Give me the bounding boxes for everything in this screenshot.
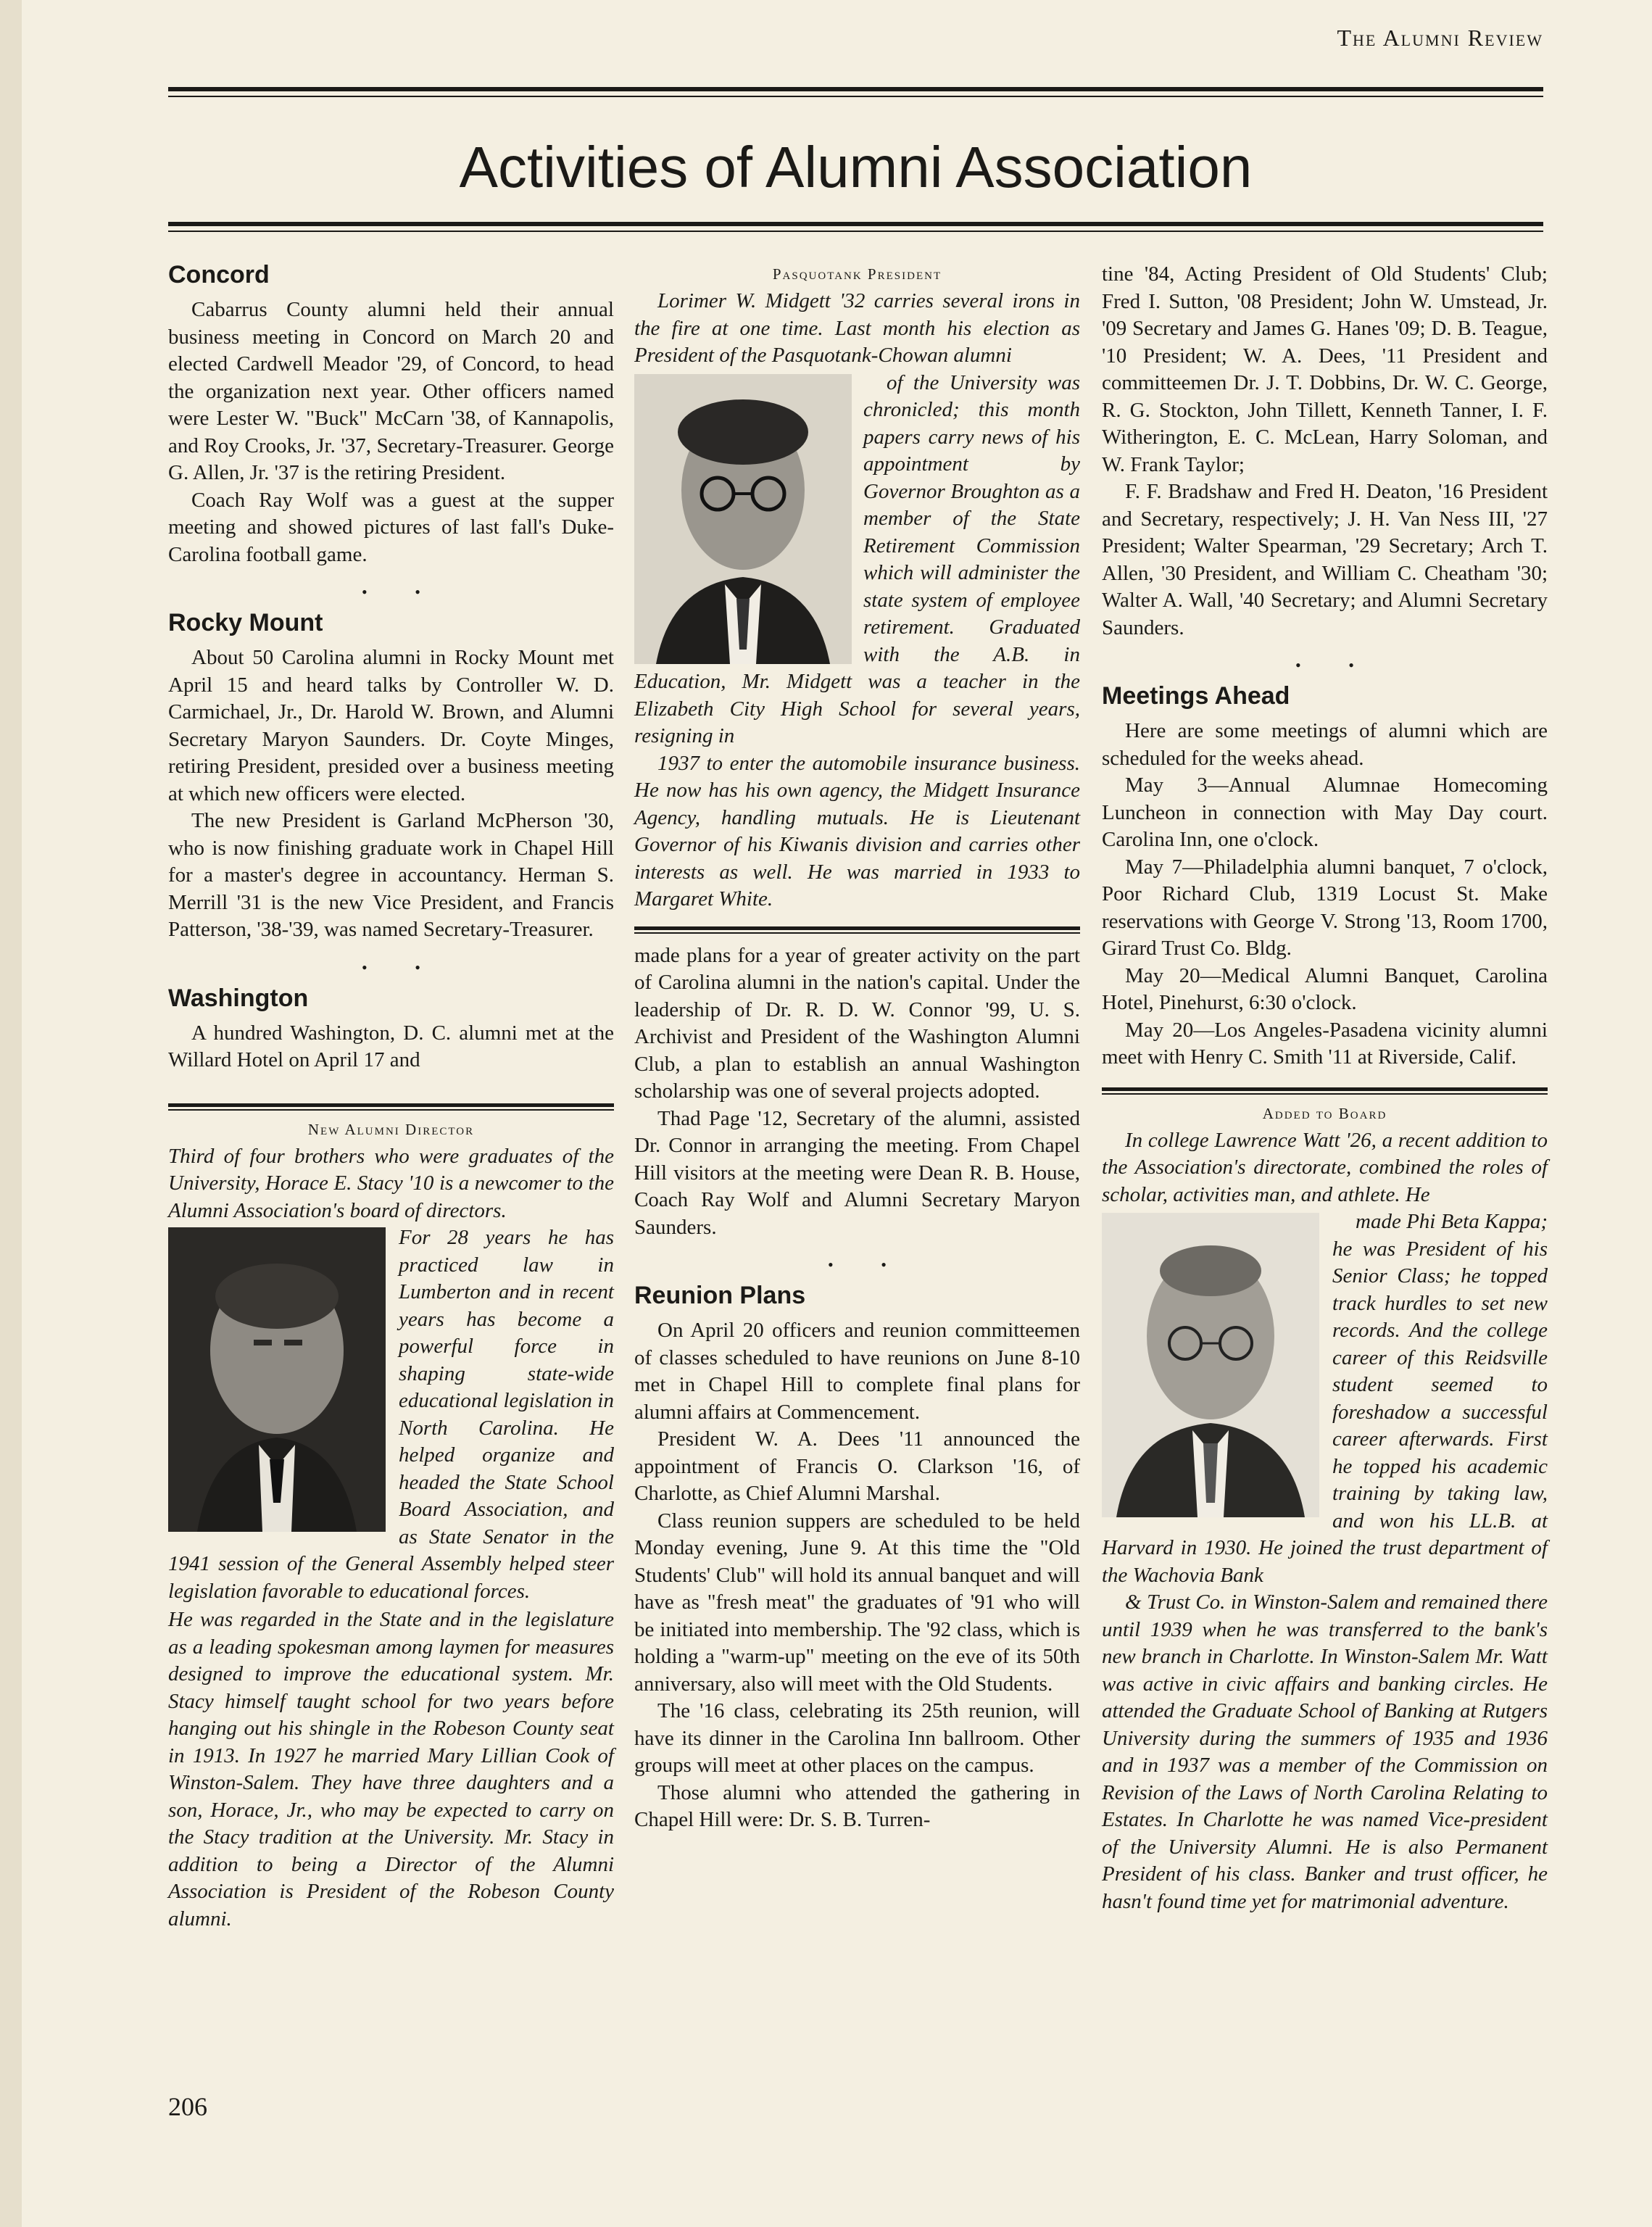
paragraph: The '16 class, celebrating its 25th reunion, will have its dinner in the Carolina Inn ballroom. Other groups will meet at other places on the campus.: [634, 1699, 1080, 1777]
box-rule: [634, 926, 1080, 930]
header-rule-bottom: [168, 222, 1543, 226]
paragraph: On April 20 officers and reunion committeemen of classes scheduled to have reunions on June 8-10 met in Chapel Hill to complete final plans for alumni affairs at Commencement.: [634, 1319, 1080, 1424]
box-rule: [168, 1103, 614, 1107]
paragraph: May 20—Los Angeles-Pasadena vicinity alumni meet with Henry C. Smith '11 at Riverside, Calif.: [1102, 1018, 1548, 1069]
paragraph: A hundred Washington, D. C. alumni met at the Willard Hotel on April 17 and: [168, 1021, 614, 1071]
section-heading-meetings-ahead: Meetings Ahead: [1102, 682, 1290, 710]
box-rule-thin: [168, 1109, 614, 1111]
caption-heading-pasquotank-president: Pasquotank President: [772, 265, 942, 283]
column-left: [168, 261, 614, 1933]
portrait-photo-stacy: [168, 1227, 386, 1532]
paragraph: tine '84, Acting President of Old Students' Club; Fred I. Sutton, '08 President; John W. Umstead, Jr. '09 Secretary and James G. Hanes '09; D. B. Teague, '10 President; W. A. Dees, '11 President and committeemen Dr. J. T. Dobbins, Dr. W. C. George, R. G. Stockton, John Tillett, Kenneth Tanner, I. F. Witherington, E. C. McLean, Harry Soloman, and W. Frank Taylor;: [1102, 262, 1548, 476]
paragraph: About 50 Carolina alumni in Rocky Mount met April 15 and heard talks by Controller W. D. Carmichael, Jr., Dr. Harold W. Brown, and Alumni Secretary Maryon Saunders. Dr. Coyte Minges, retiring President, presided over a business meeting at which new officers were elected.: [168, 646, 614, 805]
paragraph: F. F. Bradshaw and Fred H. Deaton, '16 President and Secretary, respectively; J. H. Van Ness III, '27 President; Walter Spearman, '29 Secretary; Arch T. Allen, '30 President, and William C. Cheatham '30; Walter A. Wall, '40 Secretary; and Alumni Secretary Saunders.: [1102, 480, 1548, 639]
paragraph: made plans for a year of greater activity on the part of Carolina alumni in the nation's capital. Under the leadership of Dr. R. D. W. Connor '99, U. S. Archivist and President of the Washington Alumni Club, a plan to establish an annual Washington scholarship was one of several projects adopted.: [634, 943, 1080, 1103]
section-divider-dots: • •: [362, 583, 442, 601]
column-middle: [634, 261, 1080, 1834]
photo-caption-side: of the University was chronicled; this month papers carry news of his appointment by Governor Broughton as a member of the State Retirement Commission which will administer the state system of employee retirement. Graduated with the A.B. in Education, Mr. Midgett was a teacher in the Elizabeth City High School for several years, resigning in: [634, 370, 1080, 747]
paragraph: The new President is Garland McPherson '30, who is now finishing graduate work in Chapel Hill for a master's degree in accountancy. Herman S. Merrill '31 is the new Vice President, and Francis Patterson, '38-'39, was named Secretary-Treasurer.: [168, 809, 614, 941]
photo-caption-lead: In college Lawrence Watt '26, a recent addition to the Association's directorate, combined the roles of scholar, activities man, and athlete. He: [1102, 1128, 1548, 1206]
paragraph: May 20—Medical Alumni Banquet, Carolina Hotel, Pinehurst, 6:30 o'clock.: [1102, 963, 1548, 1014]
paragraph: Here are some meetings of alumni which are scheduled for the weeks ahead.: [1102, 719, 1548, 770]
photo-caption-lead: Lorimer W. Midgett '32 carries several irons in the fire at one time. Last month his election as President of the Pasquotank-Chowan alumni: [634, 289, 1080, 367]
box-rule: [1102, 1087, 1548, 1091]
paragraph: May 7—Philadelphia alumni banquet, 7 o'clock, Poor Richard Club, 1319 Locust St. Make reservations with George V. Strong '13, Room 1700, Girard Trust Co. Bldg.: [1102, 855, 1548, 960]
page-binding-edge: [0, 0, 22, 2227]
section-divider-dots: • •: [1295, 656, 1376, 674]
section-divider-dots: • •: [362, 958, 442, 976]
portrait-photo-midgett: [634, 374, 852, 664]
section-heading-rocky-mount: Rocky Mount: [168, 609, 323, 636]
photo-caption-side: For 28 years he has practiced law in Lumberton and in recent years has become a powerful force in shaping state-wide educational legislation in North Carolina. He helped organize and headed the State School Board Association, and as State Senator in the 1941 session of the General Assembly helped steer legislation favorable to educational forces.: [168, 1226, 614, 1603]
column-right: [1102, 261, 1548, 1915]
paragraph: Class reunion suppers are scheduled to be held Monday evening, June 9. At this time the "Old Students' Club" will hold its annual banquet and will have as "fresh meat" the graduates of '91 who will be initiated into membership. The '92 class, which is holding a "warm-up" meeting on the eve of its 50th anniversary, also will meet with the Old Students.: [634, 1509, 1080, 1696]
photo-caption-rest: He was regarded in the State and in the legislature as a leading spokesman among laymen for measures designed to improve the educational system. Mr. Stacy himself taught school for two years before hanging out his shingle in the Robeson County seat in 1913. In 1927 he married Mary Lillian Cook of Winston-Salem. They have three daughters and a son, Horace, Jr., who may be expected to carry on the Stacy tradition at the University. Mr. Stacy in addition to being a Director of the Alumni Association is President of the Robeson County alumni.: [168, 1608, 614, 1931]
section-heading-reunion-plans: Reunion Plans: [634, 1282, 806, 1309]
running-head: The Alumni Review: [1337, 25, 1543, 51]
photo-caption-rest: 1937 to enter the automobile insurance business. He now has his own agency, the Midgett Insurance Agency, handling mutuals. He is Lieutenant Governor of his Kiwanis division and carries other interests as well. He was married in 1933 to Margaret White.: [634, 751, 1080, 911]
section-heading-concord: Concord: [168, 261, 270, 289]
paragraph: President W. A. Dees '11 announced the appointment of Francis O. Clarkson '16, of Charlotte, as Chief Alumni Marshal.: [634, 1427, 1080, 1505]
photo-caption-rest: & Trust Co. in Winston-Salem and remained there until 1939 when he was transferred to the bank's new branch in Charlotte. In Winston-Salem Mr. Watt was active in civic affairs and banking circles. He attended the Graduate School of Banking at Rutgers University during the summers of 1935 and 1936 and in 1937 was a member of the Commission on Revision of the Laws of North Carolina Relating to Estates. In Charlotte he was named Vice-president of the University Alumni. He is also Permanent President of his class. Banker and trust officer, he hasn't found time yet for matrimonial adventure.: [1102, 1591, 1548, 1913]
portrait-photo-watt: [1102, 1213, 1319, 1517]
photo-caption-lead: Third of four brothers who were graduates of the University, Horace E. Stacy '10 is a newcomer to the Alumni Association's board of directors.: [168, 1144, 614, 1222]
section-heading-washington: Washington: [168, 984, 309, 1012]
caption-heading-added-to-board: Added to Board: [1262, 1104, 1387, 1122]
header-rule-bottom-thin: [168, 231, 1543, 232]
paragraph: May 3—Annual Alumnae Homecoming Luncheon in connection with May Day court. Carolina Inn, one o'clock.: [1102, 774, 1548, 851]
section-divider-dots: • •: [828, 1256, 908, 1274]
paragraph: Those alumni who attended the gathering in Chapel Hill were: Dr. S. B. Turren-: [634, 1780, 1080, 1831]
header-rule-top: [168, 87, 1543, 91]
paragraph: Cabarrus County alumni held their annual business meeting in Concord on March 20 and elected Cardwell Meador '29, of Concord, to head the organization next year. Other officers named were Lester W. "Buck" McCarn '38, of Kannapolis, and Roy Crooks, Jr. '37, Secretary-Treasurer. George G. Allen, Jr. '37 is the retiring President.: [168, 298, 614, 484]
paragraph: Thad Page '12, Secretary of the alumni, assisted Dr. Connor in arranging the meeting. From Chapel Hill visitors at the meeting were Dean R. B. House, Coach Ray Wolf and Alumni Secretary Maryon Saunders.: [634, 1106, 1080, 1239]
paragraph: Coach Ray Wolf was a guest at the supper meeting and showed pictures of last fall's Duke-Carolina football game.: [168, 488, 614, 566]
page-number: 206: [168, 2092, 207, 2121]
header-rule-top-thin: [168, 96, 1543, 97]
caption-heading-new-alumni-director: New Alumni Director: [307, 1120, 475, 1138]
box-rule-thin: [634, 932, 1080, 934]
page-title: Activities of Alumni Association: [459, 135, 1253, 199]
box-rule-thin: [1102, 1093, 1548, 1095]
photo-caption-side: made Phi Beta Kappa; he was President of his Senior Class; he topped track hurdles to set new records. And the college career of this Reidsville student seemed to foreshadow a successful career afterwards. First he topped his academic training by taking law, and won his LL.B. at Harvard in 1930. He joined the trust department of the Wachovia Bank: [1102, 1210, 1548, 1587]
